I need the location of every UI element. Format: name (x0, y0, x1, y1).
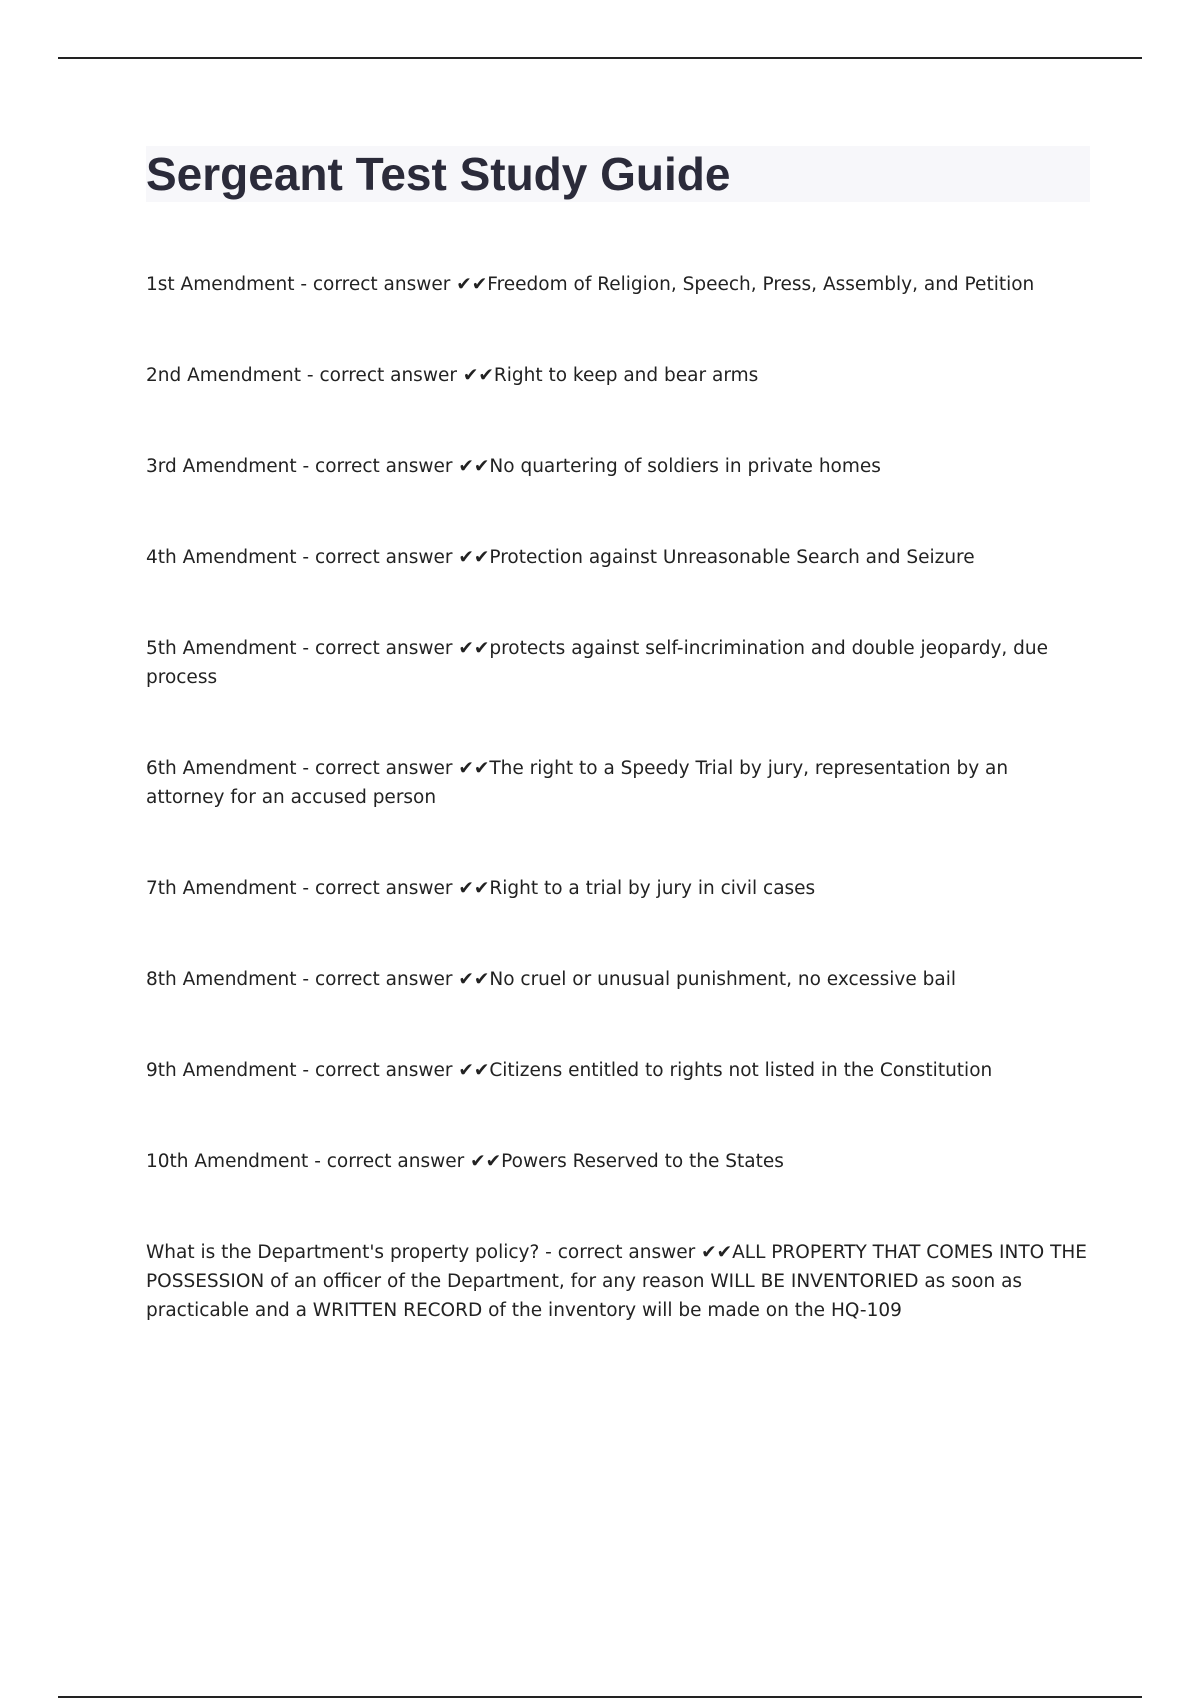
qa-item (146, 361, 1090, 390)
qa-question: 4th Amendment - correct answer (146, 547, 453, 568)
qa-question: 5th Amendment - correct answer (146, 638, 453, 659)
qa-answer: Citizens entitled to rights not listed in the Constitution (489, 1060, 993, 1081)
qa-answer: No cruel or unusual punishment, no excessive bail (489, 969, 956, 990)
qa-item (146, 874, 1090, 903)
qa-answer: The right to a Speedy Trial by jury, representation by an attorney for an accused person (146, 758, 1009, 808)
double-check-icon: ✔✔ (462, 365, 494, 386)
qa-answer: Powers Reserved to the States (501, 1151, 784, 1172)
qa-item (146, 754, 1090, 812)
qa-answer: Freedom of Religion, Speech, Press, Assembly, and Petition (487, 274, 1035, 295)
qa-item (146, 1147, 1090, 1176)
qa-answer: Right to a trial by jury in civil cases (489, 878, 816, 899)
document-title: Sergeant Test Study Guide (146, 148, 731, 200)
qa-question: 8th Amendment - correct answer (146, 969, 453, 990)
double-check-icon: ✔✔ (456, 274, 488, 295)
qa-answer: ALL PROPERTY THAT COMES INTO THE POSSESSION of an officer of the Department, for any reason WILL BE INVENTORIED as soon as practicable and a WRITTEN RECORD of the inventory will be made on the HQ-109 (146, 1242, 1087, 1321)
qa-answer: No quartering of soldiers in private homes (489, 456, 881, 477)
double-check-icon: ✔✔ (458, 456, 490, 477)
title-band (146, 146, 1090, 202)
top-divider (58, 57, 1142, 59)
bottom-divider (58, 1696, 1142, 1698)
double-check-icon: ✔✔ (458, 1060, 490, 1081)
double-check-icon: ✔✔ (470, 1151, 502, 1172)
qa-answer: protects against self-incrimination and double jeopardy, due process (146, 638, 1049, 688)
qa-question: 7th Amendment - correct answer (146, 878, 453, 899)
qa-item (146, 965, 1090, 994)
qa-item (146, 1056, 1090, 1085)
qa-question: 3rd Amendment - correct answer (146, 456, 453, 477)
double-check-icon: ✔✔ (458, 638, 490, 659)
qa-question: 10th Amendment - correct answer (146, 1151, 465, 1172)
double-check-icon: ✔✔ (458, 758, 490, 779)
qa-question: What is the Department's property policy? - correct answer (146, 1242, 696, 1263)
qa-item (146, 1238, 1090, 1325)
qa-item (146, 452, 1090, 481)
qa-item (146, 270, 1090, 299)
qa-answer: Right to keep and bear arms (493, 365, 759, 386)
document-body (146, 146, 1090, 1325)
qa-question: 1st Amendment - correct answer (146, 274, 451, 295)
qa-question: 6th Amendment - correct answer (146, 758, 453, 779)
double-check-icon: ✔✔ (458, 547, 490, 568)
qa-answer: Protection against Unreasonable Search and Seizure (489, 547, 975, 568)
qa-question: 2nd Amendment - correct answer (146, 365, 457, 386)
qa-list (146, 270, 1090, 1325)
qa-item (146, 543, 1090, 572)
qa-question: 9th Amendment - correct answer (146, 1060, 453, 1081)
double-check-icon: ✔✔ (458, 969, 490, 990)
double-check-icon: ✔✔ (458, 878, 490, 899)
qa-item (146, 634, 1090, 692)
double-check-icon: ✔✔ (701, 1242, 733, 1263)
